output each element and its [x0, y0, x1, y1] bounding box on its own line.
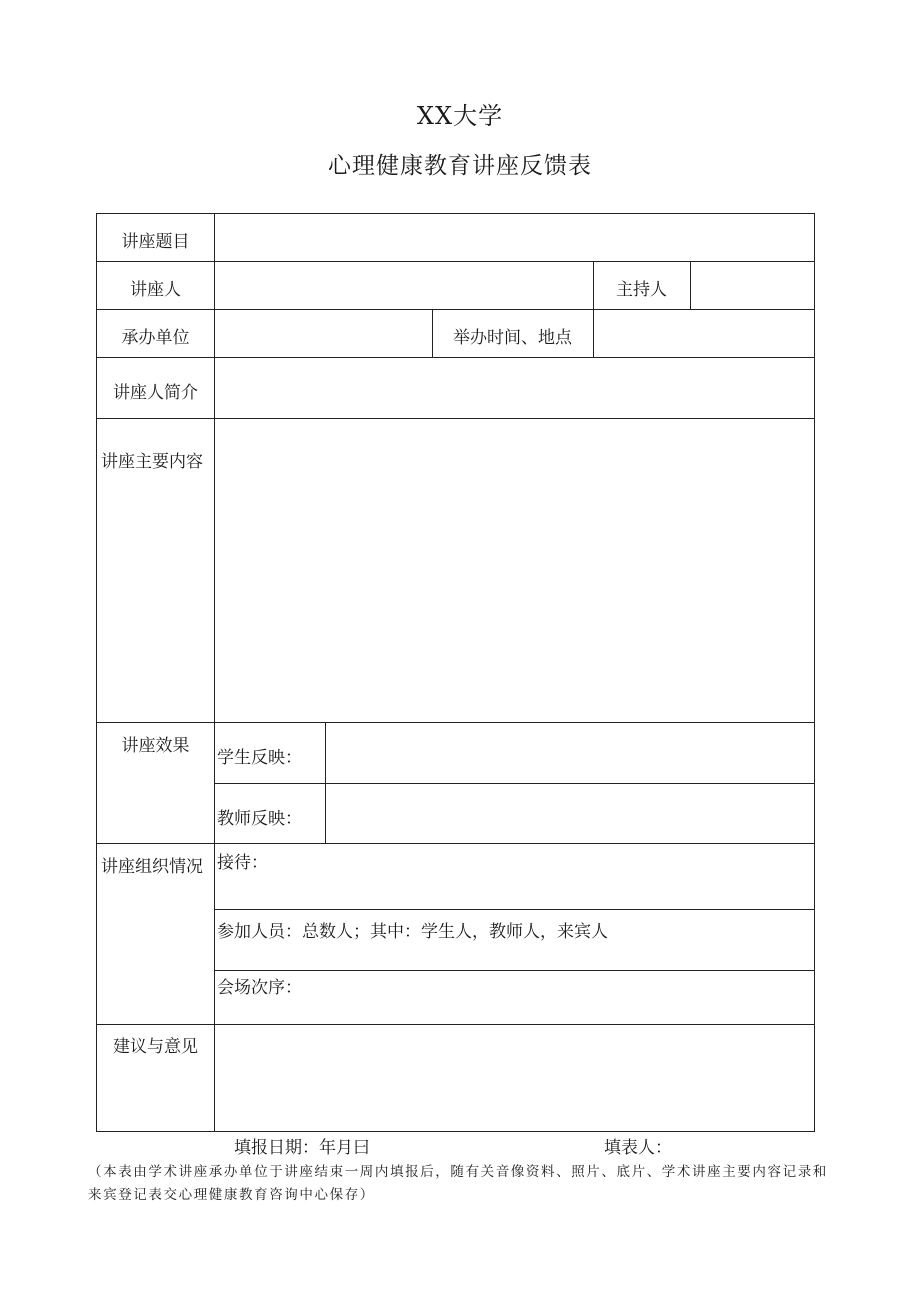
suggestions-field[interactable] [215, 1025, 814, 1131]
organizer-field[interactable] [215, 310, 432, 357]
student-feedback-label: 学生反映： [217, 748, 302, 768]
row-divider [215, 909, 814, 910]
participants-label: 参加人员：总数人；其中：学生人，教师人，来宾人 [217, 922, 608, 942]
venue-order-field[interactable] [307, 971, 814, 1024]
effect-label: 讲座效果 [121, 736, 190, 756]
main-content-field[interactable] [215, 419, 814, 722]
lecture-title-field[interactable] [215, 214, 814, 261]
time-place-label: 举办时间、地点 [453, 328, 572, 348]
teacher-feedback-field[interactable] [326, 784, 814, 843]
host-label: 主持人 [616, 280, 667, 300]
reception-field[interactable] [277, 844, 814, 909]
speaker-field[interactable] [215, 262, 593, 309]
footnote: （本表由学术讲座承办单位于讲座结束一周内填报后，随有关音像资料、照片、底片、学术讲座主要内容记录和来宾登记表交心理健康教育咨询中心保存） [88, 1164, 828, 1203]
suggestions-label: 建议与意见 [113, 1037, 198, 1057]
teacher-feedback-label: 教师反映： [217, 809, 302, 829]
organization-label: 讲座组织情况 [101, 857, 203, 877]
speaker-intro-field[interactable] [215, 358, 814, 418]
university-name: XX大学 [416, 102, 504, 130]
speaker-intro-label: 讲座人简介 [113, 383, 198, 403]
feedback-form-table [96, 213, 815, 1132]
organizer-label: 承办单位 [121, 328, 190, 348]
reception-label: 接待： [217, 853, 268, 873]
lecture-title-label: 讲座题目 [121, 232, 190, 252]
filler-label: 填表人： [604, 1138, 672, 1158]
venue-order-label: 会场次序： [217, 978, 302, 998]
speaker-label: 讲座人 [130, 280, 181, 300]
main-content-label: 讲座主要内容 [101, 452, 203, 472]
form-title: 心理健康教育讲座反馈表 [328, 153, 592, 179]
fill-date: 填报日期：年月曰 [234, 1138, 370, 1158]
student-feedback-field[interactable] [326, 723, 814, 783]
host-field[interactable] [691, 262, 814, 309]
time-place-field[interactable] [594, 310, 814, 357]
